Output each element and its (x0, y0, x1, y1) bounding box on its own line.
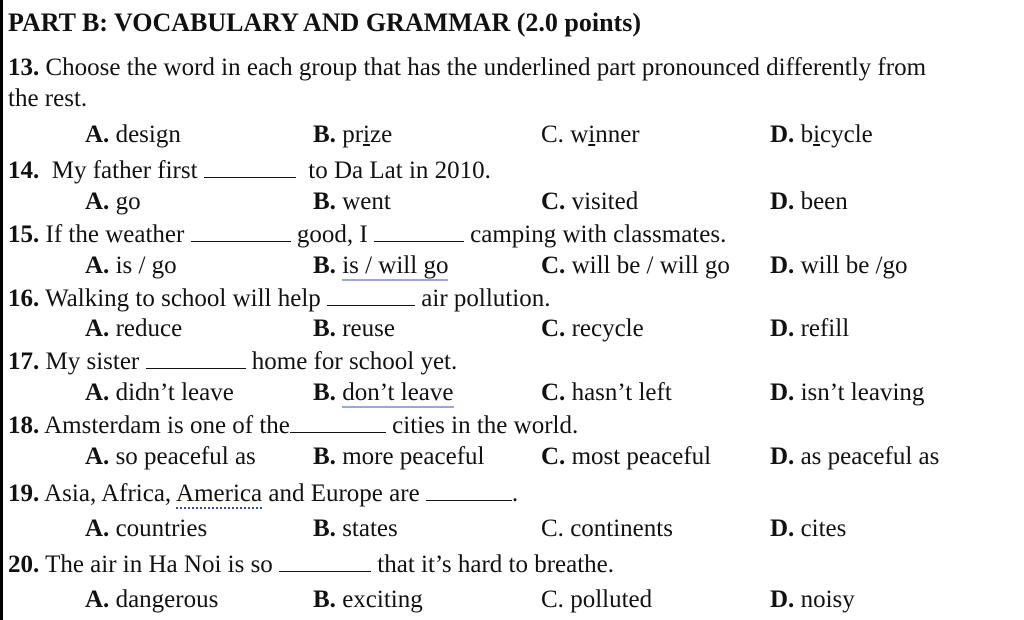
q20-option-a[interactable]: A. dangerous (85, 586, 219, 613)
q16-option-a[interactable]: A. reduce (85, 315, 183, 342)
q13-option-c[interactable]: C. winner (541, 121, 640, 148)
question-15: 15. If the weather good, I camping with classmates. (8, 221, 727, 248)
q14-option-a[interactable]: A. go (85, 188, 141, 215)
q13-text-cont: the rest. (8, 85, 88, 112)
q15-option-b[interactable]: B. is / will go (313, 252, 449, 279)
q13-option-a[interactable]: A. design (85, 121, 181, 148)
q19-blank[interactable] (426, 478, 512, 501)
q18-option-c[interactable]: C. most peaceful (541, 443, 712, 470)
q15-option-c[interactable]: C. will be / will go (541, 252, 730, 279)
q17-option-d[interactable]: D. isn’t leaving (770, 379, 925, 406)
q15-blank-1[interactable] (191, 219, 291, 242)
question-13 (8, 53, 926, 83)
q13-option-d[interactable]: D. bicycle (770, 121, 873, 148)
question-14: 14. My father first to Da Lat in 2010. (8, 157, 491, 184)
q15-option-d[interactable]: D. will be /go (770, 252, 908, 279)
q20-option-d[interactable]: D. noisy (770, 586, 855, 613)
q19-option-b[interactable]: B. states (313, 515, 398, 542)
left-margin-rule (0, 0, 3, 620)
section-title: PART B: VOCABULARY AND GRAMMAR (2.0 points) (8, 8, 641, 37)
q16-option-d[interactable]: D. refill (770, 315, 850, 342)
q14-option-b[interactable]: B. went (313, 188, 391, 215)
q16-option-b[interactable]: B. reuse (313, 315, 395, 342)
q18-option-d[interactable]: D. as peaceful as (770, 443, 940, 470)
question-19: 19. Asia, Africa, America and Europe are . (8, 480, 519, 507)
q13-option-b[interactable]: B. prize (313, 121, 393, 148)
q14-blank[interactable] (204, 155, 296, 178)
q17-option-a[interactable]: A. didn’t leave (85, 379, 234, 406)
q18-option-b[interactable]: B. more peaceful (313, 443, 485, 470)
q19-option-c[interactable]: C. continents (541, 515, 673, 542)
q19-option-d[interactable]: D. cites (770, 515, 847, 542)
q19-america-word: America (176, 480, 263, 507)
q18-option-a[interactable]: A. so peaceful as (85, 443, 256, 470)
q17-option-c[interactable]: C. hasn’t left (541, 379, 672, 406)
q20-option-c[interactable]: C. polluted (541, 586, 653, 613)
q13-number: 13. (8, 54, 40, 81)
q18-blank[interactable] (290, 410, 386, 433)
q17-option-b[interactable]: B. don’t leave (313, 379, 454, 406)
question-16: 16. Walking to school will help air pollution. (8, 285, 551, 312)
question-18: 18. Amsterdam is one of the cities in the world. (8, 412, 579, 439)
q15-option-a[interactable]: A. is / go (85, 252, 177, 279)
q19-option-a[interactable]: A. countries (85, 515, 208, 542)
q14-option-c[interactable]: C. visited (541, 188, 639, 215)
q16-blank[interactable] (327, 283, 415, 306)
q20-option-b[interactable]: B. exciting (313, 586, 423, 613)
question-20: 20. The air in Ha Noi is so that it’s hard to breathe. (8, 551, 615, 578)
q15-blank-2[interactable] (374, 219, 464, 242)
q14-option-d[interactable]: D. been (770, 188, 848, 215)
q17-blank[interactable] (146, 346, 246, 369)
q20-blank[interactable] (279, 549, 371, 572)
q16-option-c[interactable]: C. recycle (541, 315, 644, 342)
question-17: 17. My sister home for school yet. (8, 348, 458, 375)
q13-text: Choose the word in each group that has the underlined part pronounced differently from (45, 54, 927, 81)
